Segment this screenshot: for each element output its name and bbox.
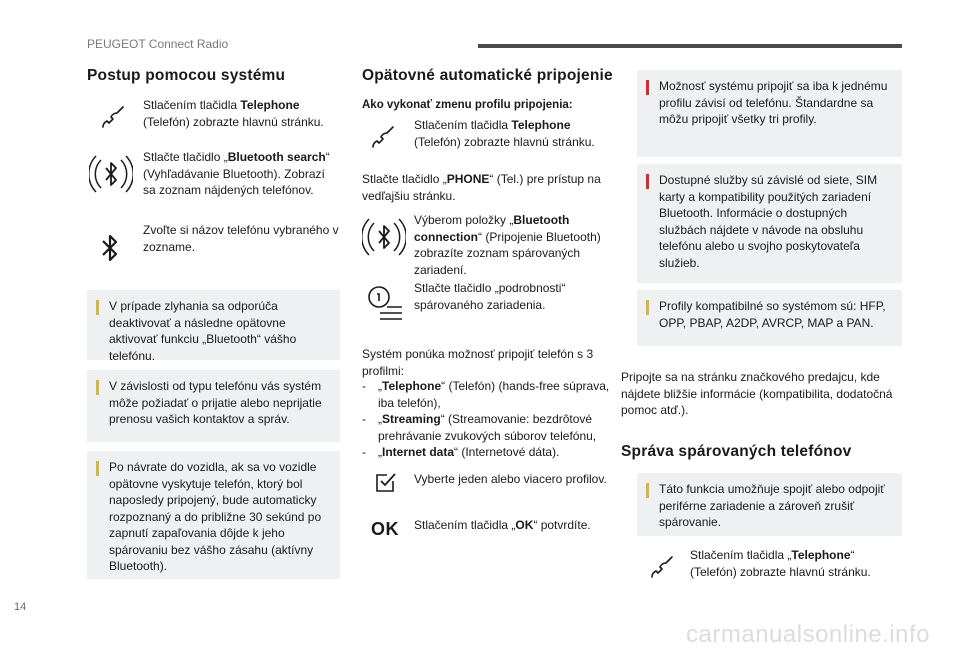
step-text: Stlačením tlačidla „ <box>690 548 792 562</box>
note-text: Profily kompatibilné so systémom sú: HFP, OPP, PBAP, A2DP, AVRCP, MAP a PAN. <box>659 299 886 330</box>
note-text: Možnosť systému pripojiť sa iba k jednému profilu závisí od telefónu. Štandardne sa môžu pripojiť všetky tri profily. <box>659 79 888 126</box>
step-text: Zvoľte si názov telefónu vybraného v zozname. <box>143 223 339 254</box>
warning-marker <box>646 174 649 189</box>
list-item <box>362 411 612 444</box>
item-text: “ (Internetové dáta). <box>454 445 560 459</box>
warning-marker <box>646 80 649 95</box>
warning-note <box>637 164 902 283</box>
paragraph <box>362 171 612 204</box>
step-select-phone <box>87 222 340 255</box>
info-note <box>87 290 340 363</box>
item-text: “ (Streamovanie: bezdrôtové prehrávanie zvukových súborov telefónu, <box>378 412 597 443</box>
item-text: „ <box>378 412 382 426</box>
step-telephone <box>362 117 612 150</box>
info-marker <box>646 483 649 498</box>
warning-note <box>637 70 902 157</box>
bluetooth-search-icon <box>89 152 133 196</box>
info-note <box>637 290 902 346</box>
list-item <box>362 378 612 411</box>
note-text: V prípade zlyhania sa odporúča deaktivovať a následne opätovne aktivovať funkciu „Bluetooth“ vášho telefónu. <box>109 299 297 363</box>
step-bold: Telephone <box>240 98 300 112</box>
info-marker <box>646 300 649 315</box>
step-select-profiles <box>362 468 612 488</box>
info-marker <box>96 380 99 395</box>
step-bold: OK <box>515 518 534 532</box>
bluetooth-icon <box>99 232 121 264</box>
watermark: carmanualsonline.info <box>686 621 930 648</box>
info-marker <box>96 300 99 315</box>
item-text: „ <box>378 379 382 393</box>
section-heading-reconnect: Opätovné automatické pripojenie <box>362 67 613 84</box>
subheading: Ako vykonať zmenu profilu pripojenia: <box>362 99 573 111</box>
step-text: “ (Vyhľadávanie Bluetooth). Zobrazí sa zoznam nájdených telefónov. <box>143 150 330 197</box>
item-bold: Streaming <box>382 412 441 426</box>
step-text: Výberom položky „ <box>414 213 514 227</box>
step-bold: Telephone <box>791 548 851 562</box>
step-text: Stlačte tlačidlo „ <box>143 150 228 164</box>
step-text: (Telefón) zobrazte hlavnú stránku. <box>414 134 595 149</box>
para-text: “ (Tel.) pre prístup na vedľajšiu stránku. <box>362 172 601 203</box>
checkbox-icon <box>375 471 397 493</box>
step-bluetooth-search <box>87 149 340 199</box>
section-heading-system: Postup pomocou systému <box>87 67 286 84</box>
phone-icon <box>649 554 675 580</box>
paragraph: Systém ponúka možnosť pripojiť telefón s 3 profilmi: <box>362 347 594 378</box>
ok-icon: OK <box>371 519 399 539</box>
running-header: PEUGEOT Connect Radio <box>87 37 229 51</box>
step-bold: Bluetooth search <box>227 150 326 164</box>
step-ok <box>362 516 612 539</box>
info-note <box>87 451 340 579</box>
step-text: “ (Telefón) zobrazte hlavnú stránku. <box>690 548 871 579</box>
note-text: Dostupné služby sú závislé od siete, SIM karty a kompatibility použitých zariadení Bluetooth. Informácie o dostupných službách nájdete v návode na obsluhu telefónu alebo u svojho poskytovateľa služieb. <box>659 173 878 270</box>
para-text: Stlačte tlačidlo „ <box>362 172 447 186</box>
step-text: “ (Pripojenie Bluetooth) zobrazíte zoznam spárovaných zariadení. <box>414 229 601 277</box>
step-text: Stlačením tlačidla <box>143 98 241 112</box>
step-details <box>362 280 612 313</box>
bluetooth-connection-icon <box>362 215 406 259</box>
note-text: V závislosti od typu telefónu vás systém môže požiadať o prijatie alebo neprijatie prenosu vašich kontaktov a správ. <box>109 379 322 426</box>
info-note <box>87 370 340 442</box>
note-text: Po návrate do vozidla, ak sa vo vozidle opätovne vyskytuje telefón, ktorý bol naposledy pripojený, bude automaticky rozpoznaný a do približne 30 sekúnd po zapnutí zapaľovania dôjde k jeho spárovaniu bez vášho zásahu (aktívny Bluetooth). <box>109 460 322 573</box>
step-text: “ potvrdíte. <box>533 518 591 532</box>
section-heading-paired: Správa spárovaných telefónov <box>621 443 852 460</box>
step-bluetooth-connection <box>362 212 612 278</box>
step-bold: Bluetooth connection <box>414 213 570 244</box>
item-text: “ (Telefón) (hands-free súprava, iba telefón), <box>378 379 610 410</box>
item-text: „ <box>378 445 382 459</box>
list-item <box>362 444 612 461</box>
step-telephone <box>87 97 340 130</box>
para-bold: PHONE <box>446 172 490 186</box>
info-note <box>637 473 902 536</box>
step-text: Stlačením tlačidla <box>414 118 512 132</box>
phone-icon <box>100 104 126 130</box>
details-icon <box>366 284 404 324</box>
note-text: Táto funkcia umožňuje spojiť alebo odpojiť periférne zariadenie a zároveň zrušiť spárovanie. <box>659 482 885 529</box>
profile-list <box>362 378 612 461</box>
paragraph: Pripojte sa na stránku značkového predajcu, kde nájdete bližšie informácie (kompatibilita, dodatočná pomoc atď.). <box>621 370 893 417</box>
header-bar <box>478 44 902 48</box>
phone-icon <box>370 124 396 150</box>
page-number: 14 <box>14 601 27 613</box>
step-text: Stlačte tlačidlo „podrobnosti“ spárovaného zariadenia. <box>414 281 566 312</box>
step-text: (Telefón) zobrazte hlavnú stránku. <box>143 114 324 129</box>
item-bold: Telephone <box>382 379 442 393</box>
step-telephone <box>637 547 902 580</box>
step-text: Stlačením tlačidla „ <box>414 518 516 532</box>
step-bold: Telephone <box>511 118 571 132</box>
item-bold: Internet data <box>382 445 455 459</box>
step-text: Vyberte jeden alebo viacero profilov. <box>414 472 607 486</box>
info-marker <box>96 461 99 476</box>
